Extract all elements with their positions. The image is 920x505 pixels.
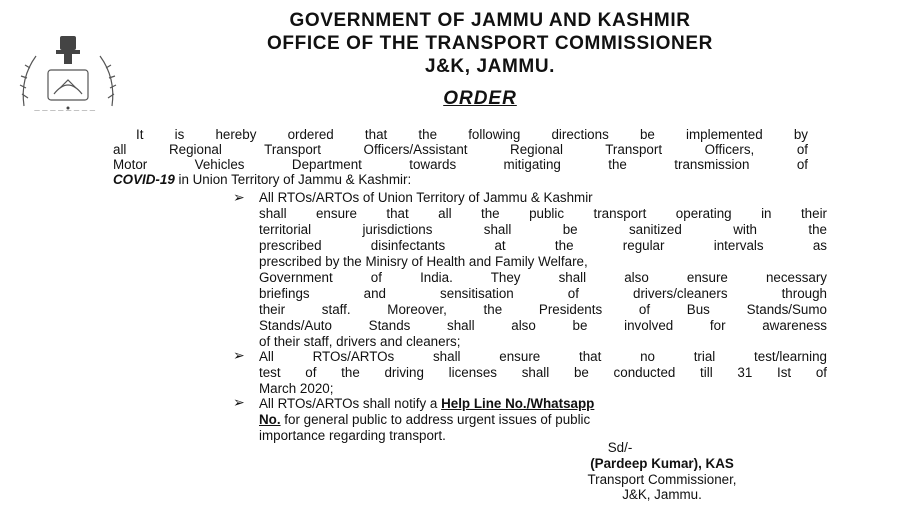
- helpline-label: Help Line No./Whatsapp: [441, 396, 595, 411]
- signature-sd: Sd/-: [607, 440, 633, 455]
- bullet1-line-1: All RTOs/ARTOs of Union Territory of Jammu & Kashmir: [259, 190, 593, 205]
- bullet2-line-1: All RTOs/ARTOs shall ensure that no trial test/learning: [259, 349, 827, 364]
- bullet1-line-2: shall ensure that all the public transport operating in their: [259, 206, 827, 221]
- intro-line-4-rest: in Union Territory of Jammu & Kashmir:: [174, 172, 412, 187]
- state-emblem-icon: [14, 28, 122, 114]
- bullet1-line-6: Government of India. They shall also ensure necessary: [259, 270, 827, 285]
- bullet3-line-1-text: All RTOs/ARTOs shall notify a: [259, 396, 442, 411]
- header-location: J&K, JAMMU.: [424, 56, 556, 77]
- header-government: GOVERNMENT OF JAMMU AND KASHMIR: [289, 10, 691, 31]
- bullet3-line-2: [259, 412, 590, 427]
- bullet1-line-5: prescribed by the Minisry of Health and Family Welfare,: [259, 254, 588, 269]
- bullet-arrow-icon: ➢: [233, 394, 245, 410]
- bullet3-line-2-text: for general public to address urgent issues of public: [280, 412, 591, 427]
- bullet1-line-7: briefings and sensitisation of drivers/cleaners through: [259, 286, 827, 301]
- bullet3-line-1: [259, 396, 594, 411]
- intro-line-1: It is hereby ordered that the following directions be implemented by: [136, 127, 808, 142]
- intro-line-4: [113, 172, 411, 187]
- intro-line-2: all Regional Transport Officers/Assistant Regional Transport Officers, of: [113, 142, 808, 157]
- covid-label: COVID-19: [113, 172, 175, 187]
- bullet-arrow-icon: ➢: [233, 347, 245, 363]
- bullet3-line-3: importance regarding transport.: [259, 428, 446, 443]
- signatory-designation: Transport Commissioner,: [587, 472, 737, 487]
- bullet1-line-4: prescribed disinfectants at the regular intervals as: [259, 238, 827, 253]
- bullet2-line-3: March 2020;: [259, 381, 334, 396]
- header-office: OFFICE OF THE TRANSPORT COMMISSIONER: [267, 33, 713, 54]
- order-title: ORDER: [443, 88, 517, 109]
- helpline-no-label: No.: [259, 412, 281, 427]
- bullet-arrow-icon: ➢: [233, 189, 245, 205]
- bullet1-line-9: Stands/Auto Stands shall also be involved for awareness: [259, 318, 827, 333]
- bullet1-line-3: territorial jurisdictions shall be sanitized with the: [259, 222, 827, 237]
- signatory-place: J&K, Jammu.: [622, 487, 702, 502]
- bullet2-line-2: test of the driving licenses shall be conducted till 31 Ist of: [259, 365, 827, 380]
- signatory-name: (Pardeep Kumar), KAS: [590, 456, 734, 471]
- intro-line-3: Motor Vehicles Department towards mitigating the transmission of: [113, 157, 808, 172]
- svg-text:— — — — — — — —: — — — — — — — —: [34, 107, 96, 114]
- bullet1-line-10: of their staff, drivers and cleaners;: [259, 334, 461, 349]
- bullet1-line-8: their staff. Moreover, the Presidents of Bus Stands/Sumo: [259, 302, 827, 317]
